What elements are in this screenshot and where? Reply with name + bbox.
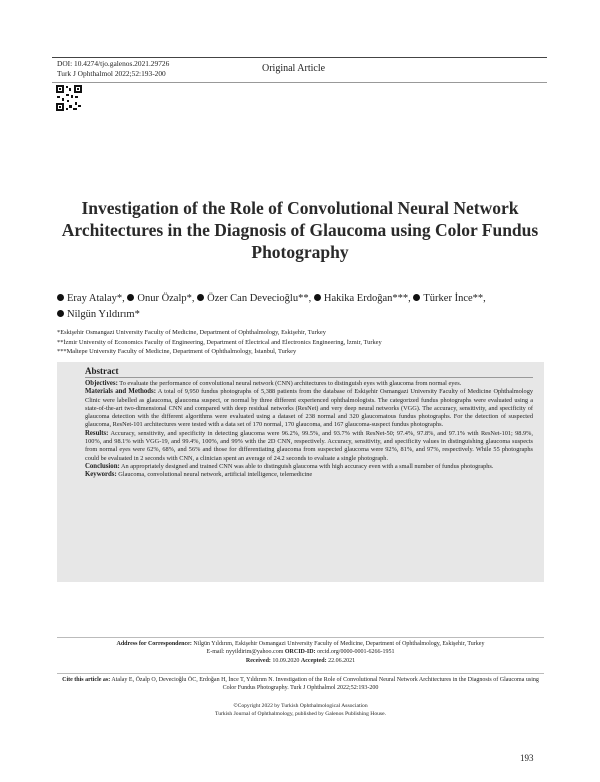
orcid-link[interactable]: orcid.org/0000-0001-6266-1951 <box>315 649 395 656</box>
orcid-icon[interactable] <box>57 294 64 301</box>
abstract-conclusion: Conclusion: An appropriately designed and trained CNN was able to distinguish glaucoma with high accuracy even with a small number of fundus photographs. <box>85 462 494 470</box>
email-link[interactable]: E-mail: nyyildirim@yahoo.com <box>206 649 284 656</box>
cite-rule <box>57 673 544 674</box>
abstract-rule <box>85 377 533 378</box>
article-title: Investigation of the Role of Convolutional Neural Network Architectures in the Diagnosis of Glaucoma using Color Fundus Photography <box>61 198 539 262</box>
author-list <box>57 291 527 323</box>
orcid-icon[interactable] <box>197 294 204 301</box>
header-top-rule <box>52 57 547 58</box>
author-item: Eray Atalay*, <box>57 293 127 304</box>
abstract-heading: Abstract <box>85 366 119 376</box>
author-item: Hakika Erdoğan***, <box>314 293 414 304</box>
affiliation-item: ***Maltepe University Faculty of Medicine, Department of Ophthalmology, İstanbul, Turkey <box>57 348 297 355</box>
abstract-keywords: Keywords: Glaucoma, convolutional neural network, artificial intelligence, telemedicine <box>85 471 313 479</box>
orcid-icon[interactable] <box>314 294 321 301</box>
cite-this-article: Cite this article as: Atalay E, Özalp O, Devecioğlu ÖC, Erdoğan H, İnce T, Yıldırım N. Investigation of the Role of Convolutional Neural Network Architectures in the Diagnosis of Glaucoma using Color Fundus Photography. Turk J Ophthalmol 2022;52:193-200 <box>62 677 539 692</box>
header-citation <box>57 59 169 79</box>
journal-ref: Turk J Ophthalmol 2022;52:193-200 <box>57 69 166 78</box>
qr-code-icon <box>56 85 82 111</box>
page-number: 193 <box>520 753 534 763</box>
correspondence-rule <box>57 637 544 638</box>
doi-text[interactable]: DOI: 10.4274/tjo.galenos.2021.29726 <box>57 59 170 68</box>
abstract-results: Results: Accuracy, sensitivity, and specificity in detecting glaucoma were 96.2%, 99.5%, and 93.7% with ResNet-50; 97.4%, 97.8%, and 97.1% with ResNet-101; 98.9%, 100%, and 98.1% with VGG-19, and 99.4%, 100%, and 99% with the 2D CNN, respectively. Accuracy, sensitivity, and specificity values in distinguishing glaucoma suspects from normal eyes were 62%, 68%, and 56% and those for differentiating glaucoma from suspected glaucoma were 92%, 81%, and 97%, respectively. While 55 photographs could be evaluated in 2 seconds with CNN, a clinician spent an average of 24.2 seconds to evaluate a single photograph. <box>85 429 533 462</box>
header-bottom-rule <box>52 82 547 83</box>
author-item: Onur Özalp*, <box>127 293 197 304</box>
correspondence: Address for Correspondence: Nilgün Yıldırım, Eskişehir Osmangazi University Faculty of Medicine, Department of Ophthalmology, Eskişehir, Turkey E-mail: nyyildirim@yahoo.com ORCID-ID: orcid.org/0000-0001-6266-1951 Received: 10.09.2020 Accepted: 22.06.2021 <box>116 641 485 664</box>
orcid-icon[interactable] <box>57 310 64 317</box>
author-item: Nilgün Yıldırım* <box>57 309 140 320</box>
affiliation-item: *Eskişehir Osmangazi University Faculty of Medicine, Department of Ophthalmology, Eskişehir, Turkey <box>57 329 326 336</box>
copyright: ©Copyright 2022 by Turkish Ophthalmological Association Turkish Journal of Ophthalmology, published by Galenos Publishing House. <box>215 703 386 717</box>
orcid-icon[interactable] <box>413 294 420 301</box>
orcid-icon[interactable] <box>127 294 134 301</box>
affiliation-item: **İzmir University of Economics Faculty of Engineering, Department of Electrical and Electronics Engineering, İzmir, Turkey <box>57 338 382 346</box>
author-item: Özer Can Devecioğlu**, <box>197 293 314 304</box>
abstract-body <box>85 380 533 480</box>
abstract-methods: Materials and Methods: A total of 9,950 fundus photographs of 5,388 patients from the database of Eskişehir Osmangazi University Faculty of Medicine Ophthalmology Clinic were labelled as glaucoma, glaucoma suspect, or normal by three different experienced ophthalmologists. The categorized fundus photographs were evaluated using a state-of-the-art two-dimensional CNN and compared with deep residual networks (ResNet) and very deep neural networks (VGG). The accuracy, sensitivity, and specificity of glaucoma detection with the different algorithms were evaluated using a dataset of 238 normal and 320 glaucomatous fundus photographs. For the detection of suspected glaucoma, ResNet-101 architectures were tested with a data set of 170 normal, 170 glaucoma, and 167 glaucoma-suspect fundus photographs. <box>85 388 533 429</box>
article-type: Original Article <box>262 63 326 74</box>
author-item: Türker İnce**, <box>413 293 485 304</box>
affiliations <box>57 328 537 357</box>
abstract-objectives: Objectives: To evaluate the performance of convolutional neural network (CNN) architectures to distinguish eyes with glaucoma from normal eyes. <box>85 380 462 387</box>
